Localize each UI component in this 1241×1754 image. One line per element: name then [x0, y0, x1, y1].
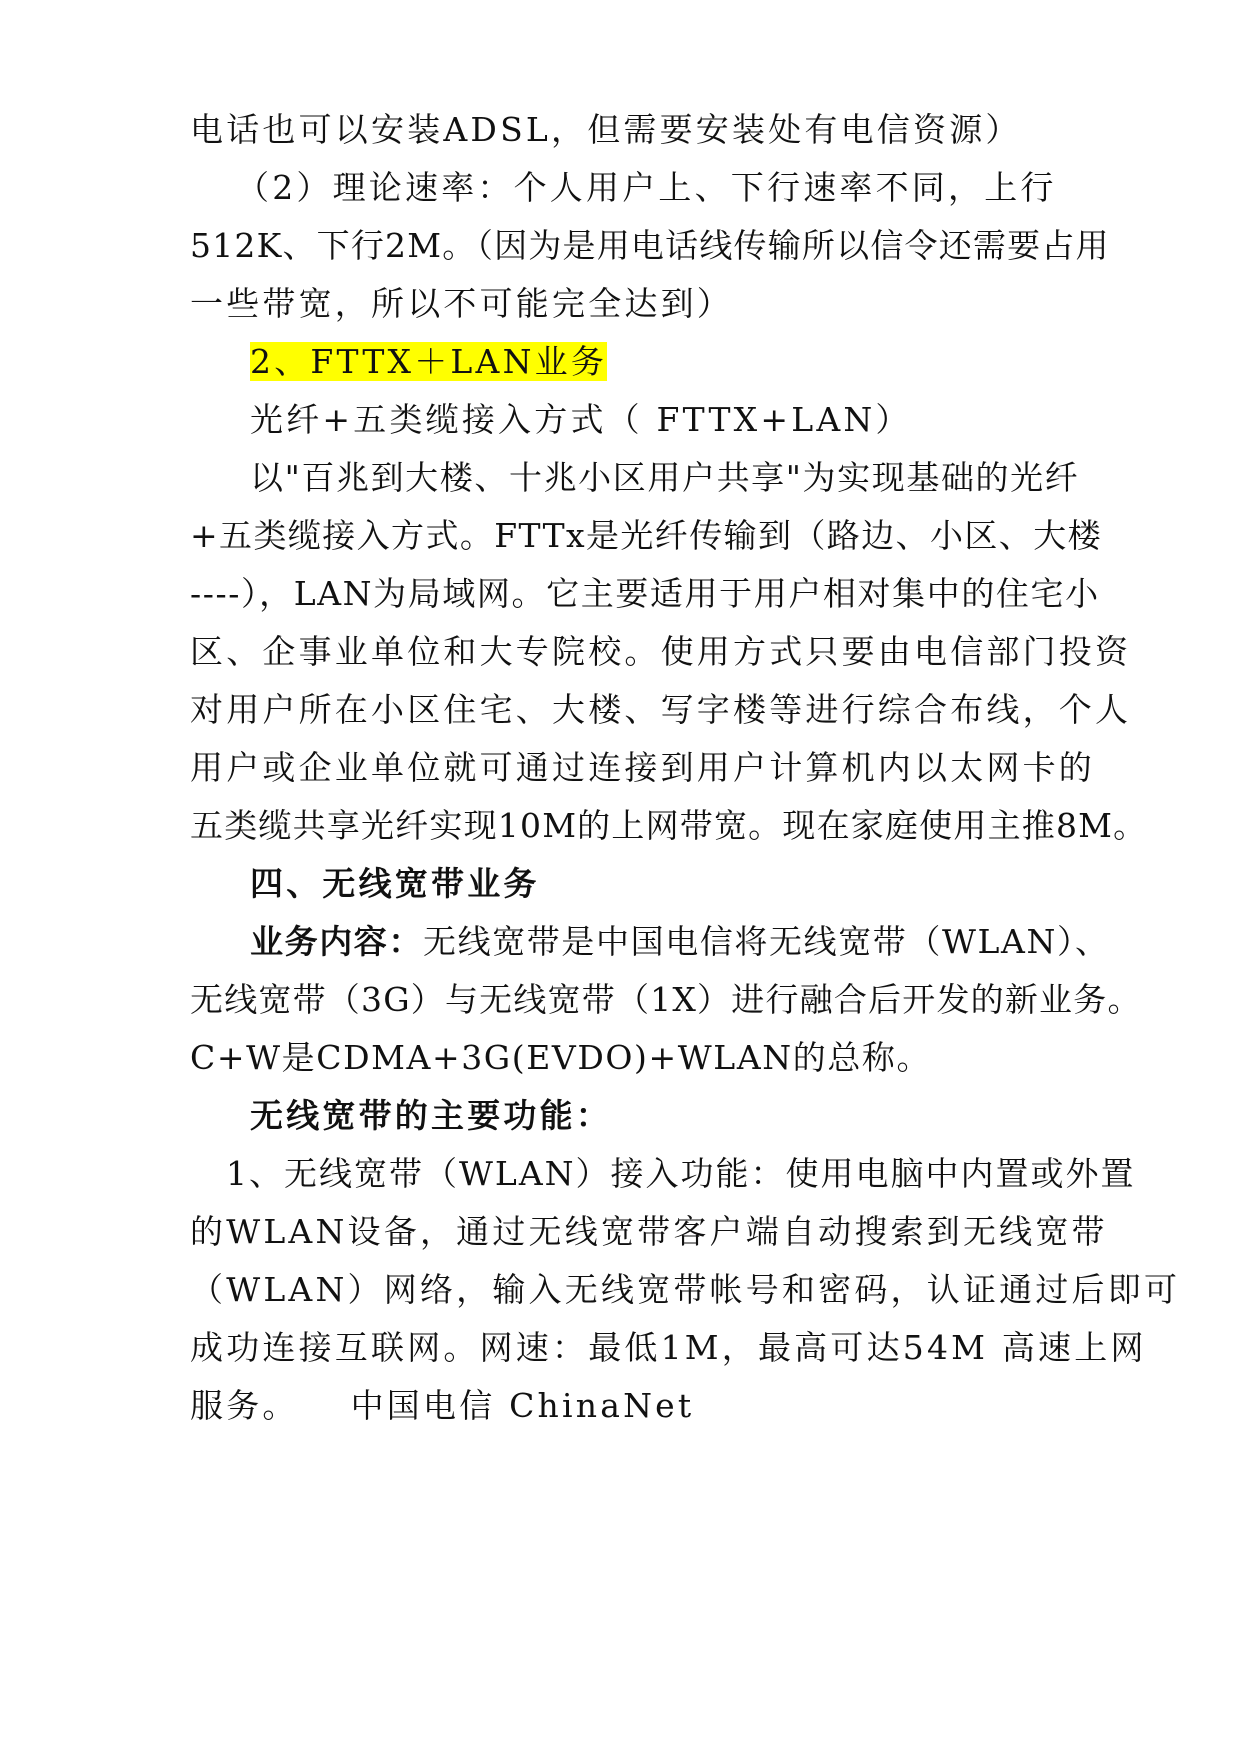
chinanet-text: 中国电信 ChinaNet [350, 1386, 695, 1425]
paragraph-line: 光纤+五类缆接入方式（ FTTX+LAN） [250, 400, 912, 439]
highlighted-heading: 2、FTTX＋LAN业务 [250, 342, 608, 381]
business-content-paragraph [250, 922, 1110, 962]
paragraph-line: 对用户所在小区住宅、大楼、写字楼等进行综合布线，个人 [190, 690, 1132, 729]
paragraph-line: 以"百兆到大楼、十兆小区用户共享"为实现基础的光纤 [250, 458, 1080, 497]
paragraph-line: 无线宽带（3G）与无线宽带（1X）进行融合后开发的新业务。 [190, 980, 1142, 1019]
business-content-label: 业务内容： [250, 922, 423, 961]
paragraph-line: 电话也可以安装ADSL，但需要安装处有电信资源） [190, 110, 1022, 149]
paragraph-line: 五类缆共享光纤实现10M的上网带宽。现在家庭使用主推8M。 [190, 806, 1148, 845]
paragraph-line: 一些带宽，所以不可能完全达到） [190, 284, 733, 323]
main-functions-heading: 无线宽带的主要功能： [250, 1096, 612, 1135]
paragraph-line: ----），LAN为局域网。它主要适用于用户相对集中的住宅小 [190, 574, 1100, 613]
business-content-text: 无线宽带是中国电信将无线宽带（WLAN）、 [423, 922, 1110, 961]
section-heading-wireless: 四、无线宽带业务 [250, 864, 540, 903]
paragraph-line: 成功连接互联网。网速：最低1M，最高可达54M 高速上网 [190, 1328, 1147, 1367]
paragraph-line: 512K、下行2M。（因为是用电话线传输所以信令还需要占用 [190, 226, 1110, 265]
paragraph-line: 区、企事业单位和大专院校。使用方式只要由电信部门投资 [190, 632, 1132, 671]
service-text: 服务。 [190, 1386, 299, 1425]
paragraph-line: +五类缆接入方式。FTTx是光纤传输到（路边、小区、大楼 [190, 516, 1102, 555]
paragraph-line [190, 1386, 1050, 1426]
paragraph-line: （WLAN）网络，输入无线宽带帐号和密码，认证通过后即可 [190, 1270, 1181, 1309]
paragraph-line: 1、无线宽带（WLAN）接入功能：使用电脑中内置或外置 [226, 1154, 1136, 1193]
paragraph-line: 用户或企业单位就可通过连接到用户计算机内以太网卡的 [190, 748, 1095, 787]
paragraph-line: C+W是CDMA+3G(EVDO)+WLAN的总称。 [190, 1038, 932, 1077]
section-heading-fttx [250, 342, 607, 382]
paragraph-line: （2）理论速率：个人用户上、下行速率不同，上行 [236, 168, 1057, 207]
paragraph-line: 的WLAN设备，通过无线宽带客户端自动搜索到无线宽带 [190, 1212, 1108, 1251]
